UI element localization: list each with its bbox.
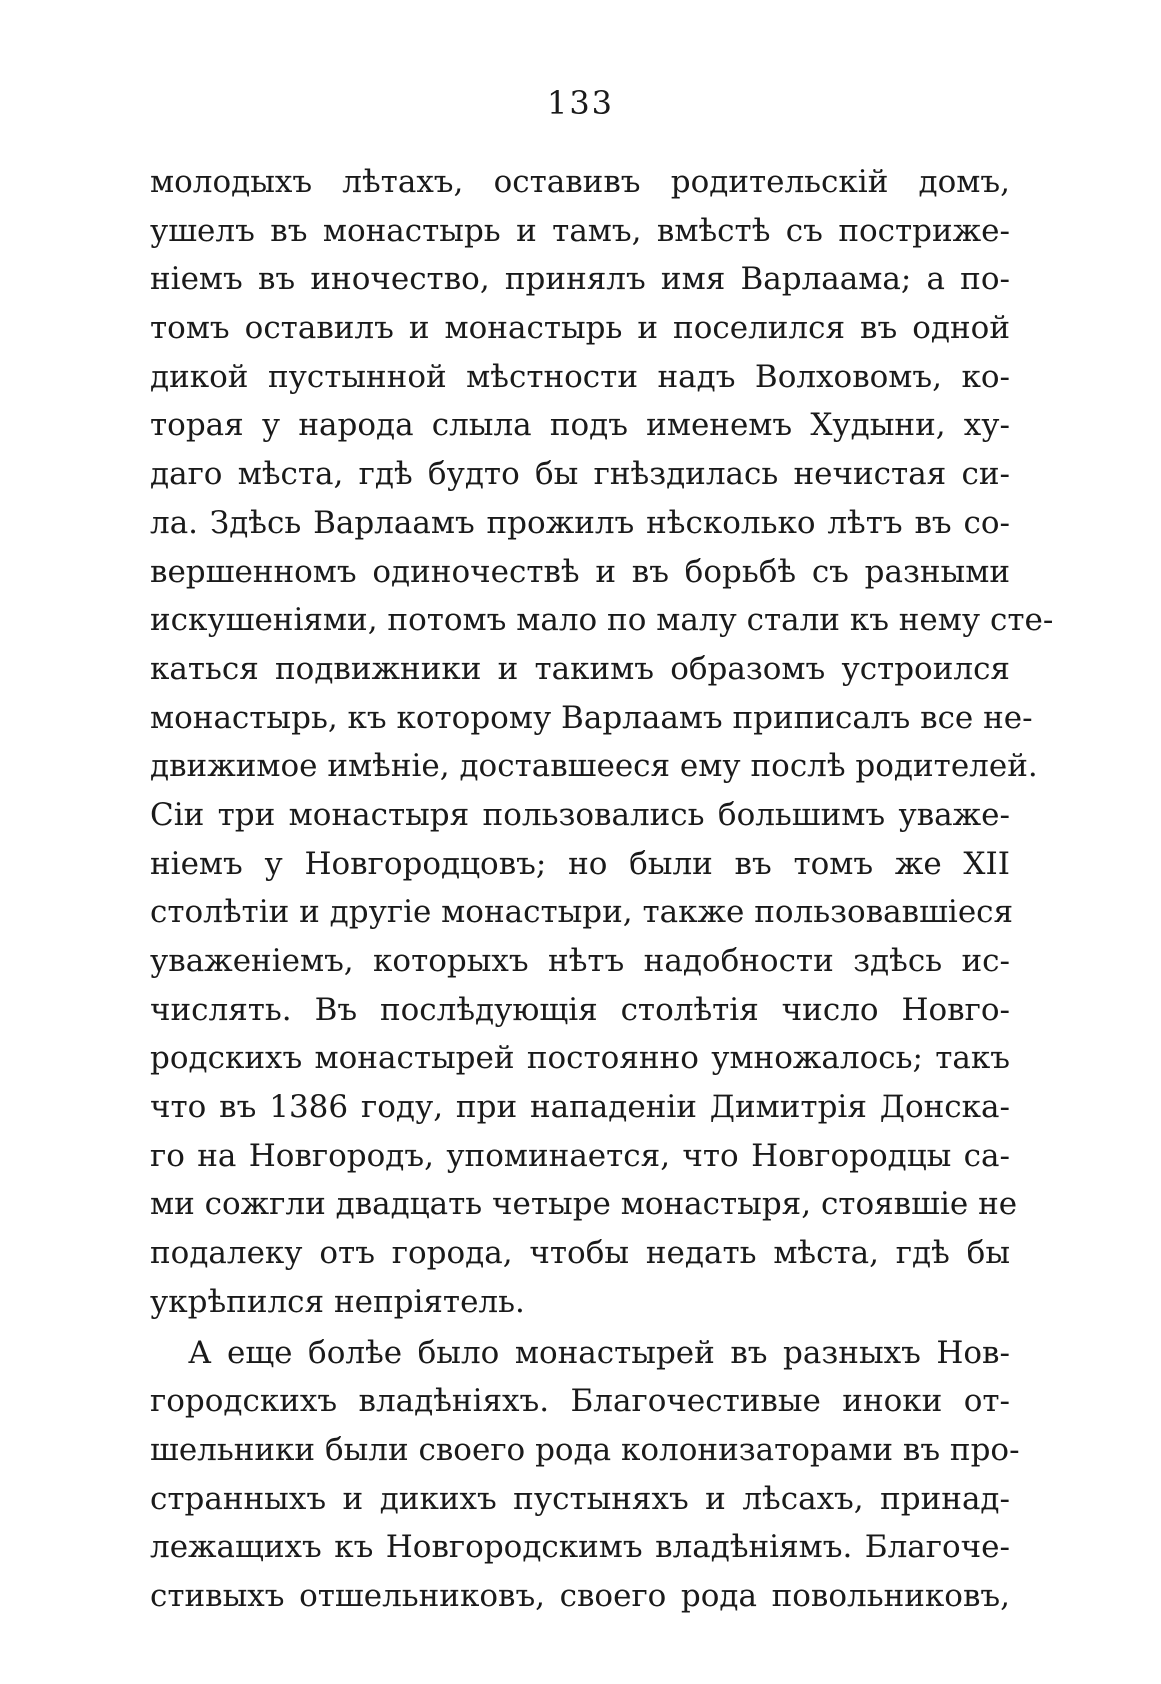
text-line: движимое имѣніе, доставшееся ему послѣ родителей. [150, 748, 1038, 785]
text-line: Сіи три монастыря пользовались большимъ уваже- [150, 796, 1010, 833]
text-line: монастырь, къ которому Варлаамъ приписалъ все не- [150, 699, 1033, 736]
text-line: родскихъ монастырей постоянно умножалось; такъ [150, 1040, 1010, 1077]
text-line: молодыхъ лѣтахъ, оставивъ родительскій домъ, [150, 164, 1010, 200]
text-line: каться подвижники и такимъ образомъ устроился [150, 650, 1010, 687]
text-line: ушелъ въ монастырь и тамъ, вмѣстѣ съ постриже- [150, 212, 1010, 249]
paragraph-1 [150, 158, 1054, 1327]
text-line: искушеніями, потомъ мало по малу стали къ нему сте- [150, 602, 1054, 639]
paragraph-2 [150, 1329, 1020, 1621]
text-line: что въ 1386 году, при нападеніи Димитрія Донска- [150, 1089, 1010, 1126]
text-line: ніемъ въ иночество, принялъ имя Варлаама; а по- [150, 261, 1010, 298]
body-text [150, 158, 1054, 1621]
text-line: ніемъ у Новгородцовъ; но были въ томъ же XII [150, 845, 1010, 882]
text-line: го на Новгородъ, упоминается, что Новгородцы са- [150, 1137, 1010, 1174]
text-line: А еще болѣе было монастырей въ разныхъ Нов- [188, 1334, 1010, 1371]
text-line: столѣтіи и другіе монастыри, также пользовавшіеся [150, 894, 1014, 931]
text-line: дикой пустынной мѣстности надъ Волховомъ, ко- [150, 358, 1010, 395]
text-line: ла. Здѣсь Варлаамъ прожилъ нѣсколько лѣтъ въ со- [150, 504, 1010, 541]
text-line: числять. Въ послѣдующія столѣтія число Новго- [150, 991, 1010, 1028]
text-line: подалеку отъ города, чтобы недать мѣста, гдѣ бы [150, 1235, 1010, 1272]
text-line: торая у народа слыла подъ именемъ Худыни, ху- [150, 407, 1010, 444]
text-line: укрѣпился непріятель. [150, 1283, 525, 1320]
text-line: лежащихъ къ Новгородскимъ владѣніямъ. Благоче- [150, 1529, 1010, 1566]
text-line: городскихъ владѣніяхъ. Благочестивые иноки от- [150, 1383, 1010, 1420]
text-line: даго мѣста, гдѣ будто бы гнѣздилась нечистая си- [150, 456, 1010, 493]
text-line: вершенномъ одиночествѣ и въ борьбѣ съ разными [150, 553, 1010, 590]
text-line: странныхъ и дикихъ пустыняхъ и лѣсахъ, принад- [150, 1480, 1010, 1517]
text-line: шельники были своего рода колонизаторами въ про- [150, 1431, 1020, 1468]
text-line: томъ оставилъ и монастырь и поселился въ одной [150, 310, 1010, 347]
text-line: уваженіемъ, которыхъ нѣтъ надобности здѣсь ис- [150, 943, 1010, 979]
text-line: стивыхъ отшельниковъ, своего рода повольниковъ, [150, 1577, 1010, 1614]
page-number: 133 [546, 84, 615, 122]
text-line: ми сожгли двадцать четыре монастыря, стоявшіе не [150, 1186, 1018, 1223]
